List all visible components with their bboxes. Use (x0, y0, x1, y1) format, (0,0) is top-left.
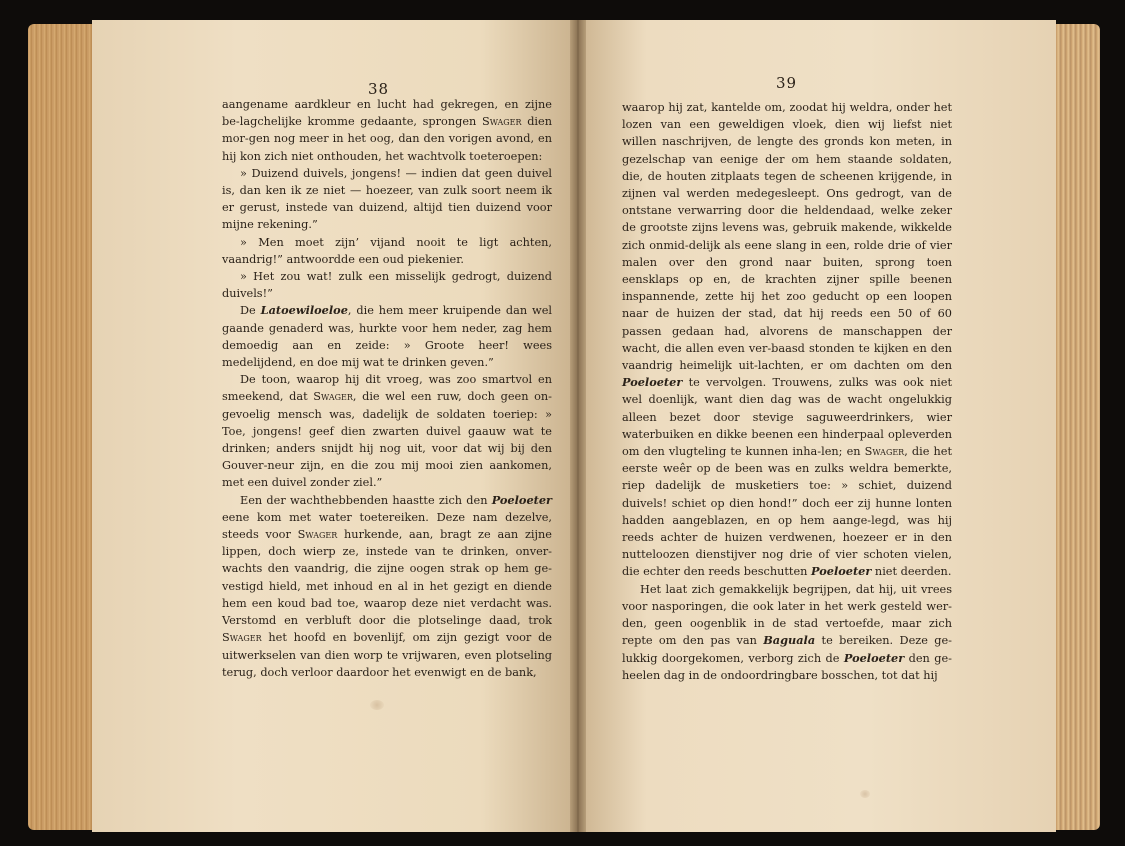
term-italic: Poeloeter (843, 650, 905, 665)
left-page-body (222, 96, 552, 681)
left-page-number: 38 (368, 80, 390, 98)
term-italic: Poeloeter (811, 564, 872, 579)
text-run: , die hem meer kruipende dan wel gaande genaderd was, hurkte voor hem neder, zag hem demoedig aan en zeide: » Groote heer! wees medelijdend, en doe mij wat te drinken geven.” (222, 304, 552, 370)
term-italic: Poeloeter (491, 492, 552, 507)
paragraph (222, 234, 552, 268)
text-run: De (240, 304, 261, 318)
paragraph (622, 99, 952, 581)
name-smallcaps: Swager (222, 631, 262, 645)
paragraph (222, 165, 552, 234)
paragraph (222, 492, 552, 681)
name-smallcaps: Swager (481, 115, 522, 129)
book-gutter (570, 20, 586, 832)
text-run: Een der wachthebbenden haastte zich den (240, 493, 492, 507)
text-run: aangename aardkleur en lucht had gekregen, en zijne be-lagchelijke kromme gedaante, sprongen (222, 98, 552, 129)
text-run: hurkende, aan, bragt ze aan zijne lippen, doch wierp ze, instede van te drinken, onver-wachts den vaandrig, die zijne oogen strak op hem ge-vestigd hield, met inhoud en al in het gezigt en diende hem een koud bad toe, waarop deze niet verdacht was. Verstomd en verbluft door die plotselinge daad, trok (222, 528, 552, 628)
paragraph (222, 96, 552, 165)
text-run: dien mor-gen nog meer in het oog, dan den vorigen avond, en hij kon zich niet onthouden, het wachtvolk toeteroepen: (222, 115, 552, 163)
text-run: , die wel een ruw, doch geen on-gevoelig mensch was, dadelijk de soldaten toeriep: » Toe, jongens! geef dien zwarten duivel gaauw wat te drinken; anders snijdt hij nog uit, voor dat wij bij den Gouver-neur zijn, en die zou mij mooi zien aankomen, met een duivel zonder ziel.” (222, 390, 552, 490)
paper-stain (860, 790, 870, 798)
text-run: niet deerden. (871, 565, 952, 579)
term-italic: Latoewiloeloe (260, 303, 348, 318)
text-run: eene kom met water toetereiken. Deze nam dezelve, steeds voor (222, 510, 552, 542)
name-smallcaps: Swager (864, 445, 905, 459)
text-run: , die het eerste weêr op de been was en zulks weldra bemerkte, riep dadelijk de musketiers toe: » schiet, duizend duivels! schiet op dien hond!” doch eer zij hunne lonten hadden aangeblazen, en op hem aange-legd, was hij reeds achter de huizen verdwenen, hoezeer er in den nutteloozen dienstijver nog drie of vier schoten vielen, die echter den reeds beschutten (622, 445, 952, 579)
right-page-number: 39 (776, 74, 798, 92)
term-italic: Baguala (763, 633, 816, 648)
paragraph (222, 268, 552, 302)
text-run: Het laat zich gemakkelijk begrijpen, dat hij, uit vrees voor nasporingen, die ook later in het werk gesteld wer-den, geen oogenblik in de stad vertoefde, maar zich repte om den pas van (622, 582, 952, 648)
right-page-edges (1052, 24, 1100, 830)
text-run: te bereiken. Deze ge-lukkig doorgekomen, verborg zich de (622, 634, 952, 665)
paragraph (222, 371, 552, 491)
text-run: » Men moet zijn’ vijand nooit te ligt achten, vaandrig!” antwoordde een oud piekenier. (222, 235, 552, 266)
text-run: De toon, waarop hij dit vroeg, was zoo smartvol en smeekend, dat (222, 373, 552, 404)
right-page-body (622, 99, 952, 684)
text-run: waarop hij zat, kantelde om, zoodat hij weldra, onder het lozen van een geweldigen vloek, dien wij liefst niet willen naschrijven, de lengte des gronds kon meten, in gezelschap van eenige der om hem staande soldaten, die, de houten zitplaats tegen de scheenen krijgende, in zijnen val werden medegesleept. Ons gedrogt, van de ontstane verwarring door die heldendaad, welke zeker de grootste zijns levens was, gebruik makende, wikkelde zich onmid-delijk als eene slang in een, rolde drie of vier malen over den grond naar buiten, sprong toen eensklaps op en, de krachten zijner spille beenen inspannende, zette hij het zoo geducht op een loopen naar de huizen der stad, dat hij reeds een 50 of 60 passen gedaan had, alvorens de manschappen der wacht, die allen even ver-baasd stonden te kijken en den vaandrig heimelijk uit-lachten, er om dachten om den (622, 101, 952, 373)
text-run: te vervolgen. Trouwens, zulks was ook niet wel doenlijk, want dien dag was de wacht ongelukkig alleen bezet door stevige saguweerdrinkers, wier waterbuiken en dikke beenen een hinderpaal opleverden om den vlugteling te kunnen inha-len; en (622, 376, 952, 459)
name-smallcaps: Swager (297, 528, 338, 542)
paper-stain (370, 700, 384, 710)
name-smallcaps: Swager (313, 390, 353, 404)
term-italic: Poeloeter (622, 375, 683, 390)
text-run: » Duizend duivels, jongens! — indien dat geen duivel is, dan ken ik ze niet — hoezeer, van zulk soort neem ik er gerust, instede van duizend, altijd tien duizend voor mijne rekening.” (222, 166, 552, 232)
text-run: den ge-heelen dag in de ondoordringbare bosschen, tot dat hij (622, 651, 952, 682)
paragraph (222, 302, 552, 371)
paragraph (622, 581, 952, 684)
text-run: » Het zou wat! zulk een misselijk gedrogt, duizend duivels!” (222, 270, 552, 301)
text-run: het hoofd en bovenlijf, om zijn gezigt voor de uitwerkselen van dien worp te vrijwaren, even plotseling terug, doch verloor daardoor het evenwigt en de bank, (222, 631, 552, 679)
left-page-edges (28, 24, 100, 830)
